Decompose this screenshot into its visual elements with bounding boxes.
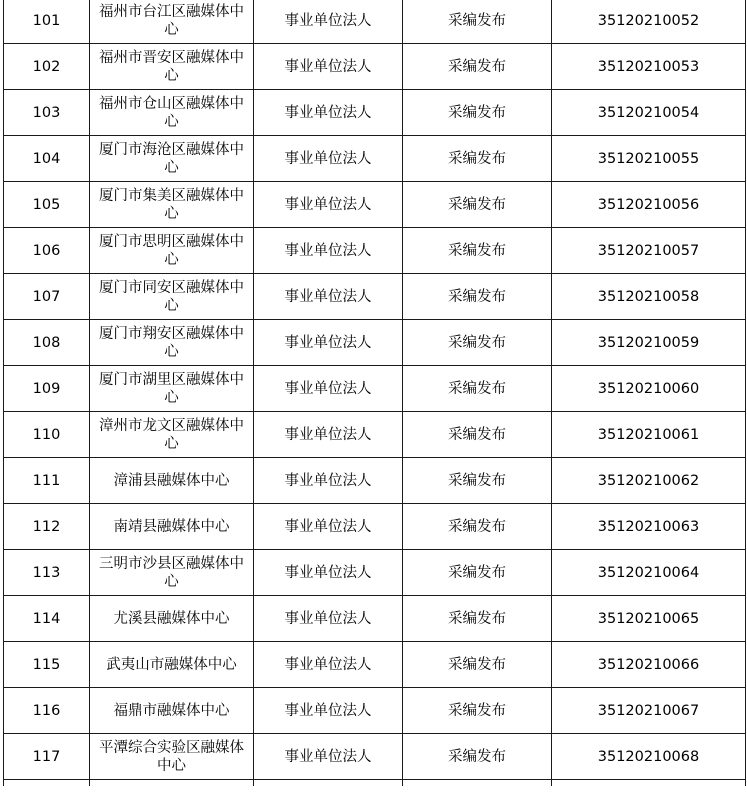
unit-type: 事业单位法人 — [254, 688, 403, 734]
unit-type: 事业单位法人 — [254, 0, 403, 44]
unit-name-text: 厦门市集美区融媒体中心 — [99, 187, 244, 222]
row-number: 111 — [4, 458, 90, 504]
unit-name-text: 三明市沙县区融媒体中心 — [99, 555, 244, 590]
service-scope: 采编发布 — [403, 458, 552, 504]
unit-name-text: 尤溪县融媒体中心 — [113, 610, 230, 627]
table-row — [4, 596, 746, 642]
license-code: 35120210064 — [552, 550, 746, 596]
unit-name-text: 福州市仓山区融媒体中心 — [99, 95, 244, 130]
table-row — [4, 412, 746, 458]
license-code: 35120210063 — [552, 504, 746, 550]
service-scope: 采编发布 — [403, 320, 552, 366]
table-body — [4, 0, 746, 786]
unit-name-text: 南靖县融媒体中心 — [113, 518, 230, 535]
unit-name — [90, 182, 254, 228]
unit-name — [90, 44, 254, 90]
row-number: 112 — [4, 504, 90, 550]
service-scope: 采编发布 — [403, 182, 552, 228]
license-code: 35120210053 — [552, 44, 746, 90]
table-row — [4, 136, 746, 182]
license-code: 35120210067 — [552, 688, 746, 734]
row-number: 108 — [4, 320, 90, 366]
unit-type: 事业单位法人 — [254, 44, 403, 90]
unit-name — [90, 274, 254, 320]
row-number: 117 — [4, 734, 90, 780]
unit-name — [90, 0, 254, 44]
license-code: 35120210052 — [552, 0, 746, 44]
service-scope: 采编发布 — [403, 136, 552, 182]
license-code: 35120210058 — [552, 274, 746, 320]
table-row — [4, 228, 746, 274]
unit-name — [90, 412, 254, 458]
unit-name-text: 福州市晋安区融媒体中心 — [99, 49, 244, 84]
unit-type: 事业单位法人 — [254, 228, 403, 274]
unit-type: 事业单位法人 — [254, 136, 403, 182]
unit-type: 事业单位法人 — [254, 550, 403, 596]
row-number: 102 — [4, 44, 90, 90]
unit-type: 事业单位法人 — [254, 504, 403, 550]
unit-type: 事业单位法人 — [254, 182, 403, 228]
license-code: 35120210065 — [552, 596, 746, 642]
table-row — [4, 274, 746, 320]
unit-name-text: 福鼎市融媒体中心 — [113, 702, 230, 719]
table-row — [4, 688, 746, 734]
row-number: 116 — [4, 688, 90, 734]
row-number: 107 — [4, 274, 90, 320]
row-number: 105 — [4, 182, 90, 228]
service-scope: 采编发布 — [403, 412, 552, 458]
unit-name-text: 厦门市湖里区融媒体中心 — [99, 371, 244, 406]
unit-type: 事业单位法人 — [254, 734, 403, 780]
service-scope: 采编发布 — [403, 504, 552, 550]
unit-name-text: 漳浦县融媒体中心 — [113, 472, 230, 489]
table-row — [4, 44, 746, 90]
unit-type: 事业单位法人 — [254, 90, 403, 136]
unit-name-text: 厦门市海沧区融媒体中心 — [99, 141, 244, 176]
service-scope: 采编发布 — [403, 550, 552, 596]
table-row — [4, 734, 746, 780]
license-code: 35120210057 — [552, 228, 746, 274]
license-code: 35120210066 — [552, 642, 746, 688]
unit-type: 事业单位法人 — [254, 366, 403, 412]
unit-name — [90, 596, 254, 642]
table-row — [4, 504, 746, 550]
unit-name-text: 厦门市思明区融媒体中心 — [99, 233, 244, 268]
license-code: 35120210062 — [552, 458, 746, 504]
row-number: 113 — [4, 550, 90, 596]
license-code: 35120210060 — [552, 366, 746, 412]
row-number: 104 — [4, 136, 90, 182]
license-code: 35120210061 — [552, 412, 746, 458]
unit-type: 事业单位法人 — [254, 274, 403, 320]
unit-name — [90, 688, 254, 734]
unit-name-text: 福州市台江区融媒体中心 — [99, 3, 244, 38]
unit-name — [90, 458, 254, 504]
media-center-table — [3, 0, 746, 786]
unit-name-text: 厦门市同安区融媒体中心 — [99, 279, 244, 314]
service-scope: 采编发布 — [403, 228, 552, 274]
service-scope: 采编发布 — [403, 688, 552, 734]
service-scope: 采编发布 — [403, 366, 552, 412]
table-row — [4, 320, 746, 366]
table-row — [4, 0, 746, 44]
unit-name-text: 厦门市翔安区融媒体中心 — [99, 325, 244, 360]
table-row — [4, 642, 746, 688]
license-code: 35120210055 — [552, 136, 746, 182]
service-scope: 采编发布 — [403, 274, 552, 320]
unit-name-text: 漳州市龙文区融媒体中心 — [99, 417, 244, 452]
row-number: 101 — [4, 0, 90, 44]
unit-type: 事业单位法人 — [254, 596, 403, 642]
row-number: 110 — [4, 412, 90, 458]
table-row — [4, 90, 746, 136]
row-number: 115 — [4, 642, 90, 688]
row-number: 106 — [4, 228, 90, 274]
unit-name — [90, 734, 254, 780]
row-number: 109 — [4, 366, 90, 412]
license-code: 35120210056 — [552, 182, 746, 228]
license-code: 35120210068 — [552, 734, 746, 780]
license-code: 35120210059 — [552, 320, 746, 366]
service-scope: 采编发布 — [403, 734, 552, 780]
service-scope: 采编发布 — [403, 596, 552, 642]
row-number: 103 — [4, 90, 90, 136]
unit-name — [90, 320, 254, 366]
license-code: 35120210054 — [552, 90, 746, 136]
table-row — [4, 366, 746, 412]
service-scope: 采编发布 — [403, 642, 552, 688]
unit-type: 事业单位法人 — [254, 412, 403, 458]
service-scope: 采编发布 — [403, 0, 552, 44]
service-scope: 采编发布 — [403, 44, 552, 90]
unit-name — [90, 366, 254, 412]
table-row — [4, 550, 746, 596]
table-row-partial-top — [4, 780, 746, 787]
unit-name — [90, 504, 254, 550]
row-number: 114 — [4, 596, 90, 642]
table-row — [4, 458, 746, 504]
table-row — [4, 182, 746, 228]
unit-name — [90, 550, 254, 596]
unit-name-text: 平潭综合实验区融媒体中心 — [99, 739, 244, 774]
unit-type: 事业单位法人 — [254, 458, 403, 504]
unit-name — [90, 136, 254, 182]
unit-type: 事业单位法人 — [254, 642, 403, 688]
unit-name — [90, 228, 254, 274]
unit-type: 事业单位法人 — [254, 320, 403, 366]
unit-name — [90, 90, 254, 136]
unit-name — [90, 642, 254, 688]
unit-name-text: 武夷山市融媒体中心 — [106, 656, 237, 673]
service-scope: 采编发布 — [403, 90, 552, 136]
